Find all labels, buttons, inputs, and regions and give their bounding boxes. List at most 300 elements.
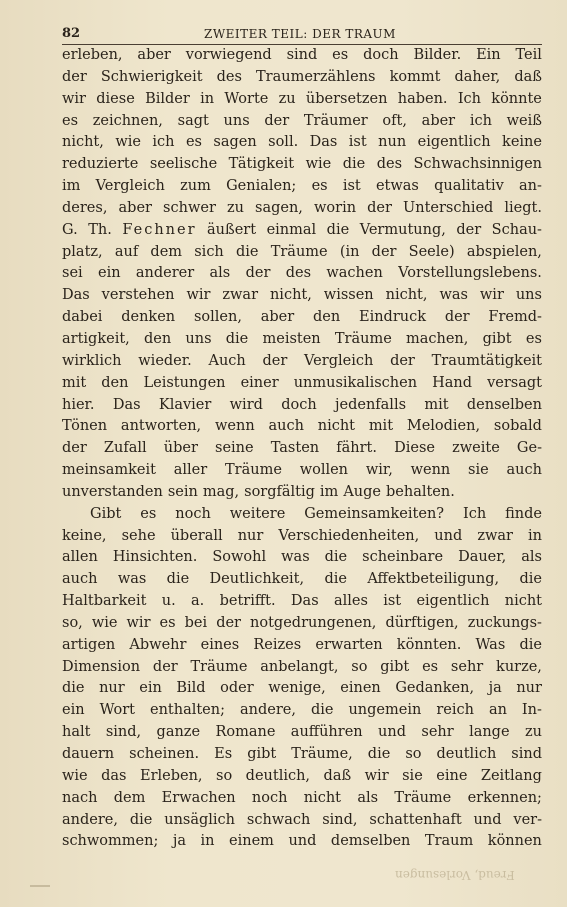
word: uns [223, 112, 250, 129]
text-line [62, 613, 542, 635]
word: wird [229, 396, 263, 413]
word: Das [290, 593, 319, 610]
word: Seele) [408, 243, 455, 260]
word: sind [511, 746, 542, 762]
word: a. [191, 593, 205, 610]
word: als [357, 789, 379, 806]
word: könnten. [396, 636, 462, 653]
word: Bild [176, 680, 206, 697]
word: in [200, 90, 215, 107]
word: u. [161, 593, 176, 610]
word: wir [364, 767, 389, 784]
word: denselben [466, 396, 542, 413]
text-line [62, 416, 542, 438]
word: Ge- [516, 440, 542, 457]
word: ein [139, 680, 162, 697]
word: und [473, 811, 502, 828]
word: erwarten [315, 636, 383, 653]
word: keine, [62, 527, 107, 544]
text-line [62, 831, 542, 853]
text-line [62, 547, 542, 569]
word: es [159, 614, 176, 631]
word: dabei [62, 309, 103, 326]
word: Träume [334, 330, 392, 347]
word: Eindruck [358, 309, 427, 326]
word: Tönen [62, 418, 108, 435]
word: wieder. [138, 352, 192, 369]
word: ich [152, 134, 175, 151]
word: artigkeit, [62, 330, 130, 347]
word: Ein [476, 47, 501, 63]
word: aufführen [290, 724, 363, 741]
word: Wort [99, 702, 135, 719]
word: zwar [222, 287, 259, 304]
word: reich [436, 702, 474, 719]
word: Worte [224, 90, 269, 107]
word: Traum [424, 833, 474, 850]
word: aber [137, 47, 171, 63]
word: meinsamkeit [62, 462, 156, 479]
word: reduzierte [62, 156, 139, 173]
word: nur [99, 680, 125, 697]
word: ist [342, 178, 361, 195]
word: ein [98, 265, 121, 282]
word: zweite [452, 440, 500, 457]
word: der [216, 614, 241, 631]
word: G. [62, 221, 78, 238]
word: liegt. [504, 199, 542, 216]
word: enthalten; [149, 702, 225, 719]
word: nur [516, 680, 542, 697]
word: die [225, 330, 249, 347]
word: sagen [213, 134, 257, 151]
word: sehe [121, 527, 156, 544]
word: so [216, 767, 233, 784]
word: keine [502, 134, 542, 151]
text-line [62, 504, 542, 526]
word: das [101, 767, 127, 784]
word: unverstanden [62, 483, 163, 500]
text-line [62, 722, 542, 744]
word: Gedanken, [395, 680, 475, 697]
word: wenige, [268, 680, 326, 697]
word: die [342, 156, 366, 173]
word: Genialen; [226, 178, 297, 195]
word: gibt [482, 330, 512, 347]
word: könnte [491, 90, 542, 107]
word: soll. [268, 134, 299, 151]
word: nur [237, 527, 264, 544]
word: Teil [515, 47, 542, 63]
word: ungemein [348, 702, 422, 719]
word: und [378, 724, 406, 741]
word: Traumerzählens [256, 68, 376, 85]
word: notgedrungenen, [250, 614, 377, 631]
word: Klavier [158, 396, 212, 413]
word: Schwierigkeit [100, 68, 203, 85]
word: Auge [343, 483, 381, 500]
word: kurze, [496, 658, 542, 675]
word: sehr [421, 724, 454, 741]
word: Es [214, 746, 233, 762]
text-line [62, 111, 542, 133]
word: wenn [214, 418, 255, 435]
word: des [376, 156, 403, 173]
word: sagt [177, 112, 209, 129]
word: platz, [62, 243, 103, 260]
word: ist [348, 134, 367, 151]
word: (in [339, 243, 360, 260]
word: allen [62, 549, 98, 566]
text-line [62, 351, 542, 373]
word: oft, [382, 112, 407, 129]
text-line [62, 635, 542, 657]
word: sagen, [255, 199, 303, 216]
word: es [140, 505, 157, 522]
word: des [285, 265, 312, 282]
word: als [521, 549, 542, 566]
word: die [62, 680, 85, 697]
word: wie [91, 614, 118, 631]
word: Affektbeteiligung, [367, 571, 500, 588]
word: einer [240, 374, 279, 391]
word: sollen, [193, 309, 242, 326]
word: über [163, 440, 198, 457]
word: diese [96, 90, 135, 107]
word: wie [62, 767, 88, 784]
text-line [62, 591, 542, 613]
text-line [62, 395, 542, 417]
word: in [528, 527, 542, 544]
word: der [152, 658, 178, 675]
word: bei [184, 614, 208, 631]
word: unmusikalischen [293, 374, 418, 391]
text-line [62, 329, 542, 351]
word: wissen [323, 287, 374, 304]
word: sind, [322, 811, 358, 828]
word: hier. [62, 396, 95, 413]
word: etwas [375, 178, 419, 195]
word: Diese [394, 440, 435, 457]
word: erkennen; [467, 789, 542, 806]
word: die [326, 221, 350, 238]
word: sorgfältig [244, 483, 315, 500]
word: dauern [62, 746, 115, 762]
word: nun [378, 134, 407, 151]
word: es [185, 134, 202, 151]
show-through-text: Freud, Vorlesungen [395, 868, 515, 882]
word: Reizes [253, 636, 302, 653]
word: Das [112, 396, 141, 413]
word: so [405, 746, 422, 762]
word: demselben [330, 833, 411, 850]
word: eine [436, 767, 468, 784]
word: was [439, 287, 468, 304]
page-header [62, 24, 542, 45]
word: Erleben, [139, 767, 203, 784]
word: und [434, 527, 463, 544]
word: betrifft. [219, 593, 276, 610]
word: einmal [266, 221, 317, 238]
word: des [216, 68, 242, 85]
word: wir [479, 287, 504, 304]
word: Träume [224, 462, 282, 479]
word: Deutlichkeit, [209, 571, 305, 588]
word: haben. [397, 90, 448, 107]
word: andere, [62, 811, 118, 828]
word: zuckungs- [467, 614, 542, 631]
word: Th. [88, 221, 112, 238]
word: schattenhaft [369, 811, 462, 828]
word: schwer [163, 199, 216, 216]
word: Tätigkeit [228, 156, 295, 173]
word: es [311, 178, 328, 195]
word: die [519, 636, 542, 653]
word: Unterschied [403, 199, 494, 216]
word: die [166, 571, 190, 588]
word: auf [114, 243, 139, 260]
word: scheinbare [362, 549, 444, 566]
word: jedenfalls [335, 396, 407, 413]
word: gibt [247, 746, 277, 762]
word: Vergleich [95, 178, 165, 195]
text-line [62, 657, 542, 679]
word: der [390, 352, 415, 369]
word: es [62, 112, 79, 129]
text-line [62, 569, 542, 591]
word: Hand [432, 374, 473, 391]
word: Ich [463, 505, 487, 522]
word: gibt [380, 658, 410, 675]
word: sind [286, 47, 318, 63]
word: deutlich, [245, 767, 311, 784]
word: Sowohl [212, 549, 267, 566]
word: den [143, 330, 172, 347]
word: wollen [299, 462, 349, 479]
word: eigentlich [416, 593, 490, 610]
word: nicht [317, 418, 355, 435]
page-edge-mark [30, 885, 50, 887]
word: Träumer [303, 112, 368, 129]
word: einen [340, 680, 381, 697]
word: scheinen. [129, 746, 200, 762]
word: antworten, [120, 418, 202, 435]
text-line [62, 263, 542, 285]
word: dem [113, 789, 146, 806]
word: den [312, 309, 341, 326]
body-text [62, 45, 542, 853]
word: meisten [262, 330, 321, 347]
word: Schau- [491, 221, 542, 238]
word: nicht [504, 593, 542, 610]
word: so [351, 658, 368, 675]
word: den [101, 374, 129, 391]
word: so, [62, 614, 83, 631]
word: wachen [326, 265, 383, 282]
word: daß [323, 767, 352, 784]
word: doch [363, 47, 399, 63]
word: Melodien, [406, 418, 481, 435]
word: sei [62, 265, 83, 282]
word: Hinsichten. [112, 549, 198, 566]
word: Träume [394, 789, 452, 806]
word: machen, [406, 330, 469, 347]
word: Romane [215, 724, 276, 741]
word: zu [226, 199, 244, 216]
word: überall [170, 527, 223, 544]
text-line [62, 45, 542, 67]
word: Träume [270, 243, 328, 260]
word: was [281, 549, 310, 566]
word: die [235, 243, 259, 260]
word: lange [469, 724, 510, 741]
word: dürftigen, [385, 614, 459, 631]
word: Leistungen [143, 374, 226, 391]
word: Erwachen [161, 789, 236, 806]
word: seelische [149, 156, 218, 173]
word: nicht, [62, 134, 104, 151]
word: der [371, 243, 397, 260]
word: sie [402, 767, 423, 784]
word: Das [62, 287, 90, 304]
word: Bilder [145, 90, 190, 107]
word: Was [475, 636, 506, 653]
word: wir [62, 90, 86, 107]
word: erleben, [62, 47, 123, 63]
word: mit [368, 418, 394, 435]
text-line [62, 176, 542, 198]
text-line [62, 89, 542, 111]
word: aller [173, 462, 208, 479]
word: nicht, [269, 287, 312, 304]
word: weitere [229, 505, 286, 522]
word: wenn [410, 462, 451, 479]
text-line [62, 482, 542, 504]
word: aber [260, 309, 295, 326]
word: die [324, 549, 348, 566]
word: was [117, 571, 147, 588]
word: unsäglich [164, 811, 236, 828]
word: Gibt [90, 505, 122, 522]
word: auch [62, 571, 98, 588]
word: deutlich [436, 746, 497, 762]
word: mit [62, 374, 87, 391]
word: seine [215, 440, 254, 457]
word: an [488, 702, 507, 719]
word: artigen [62, 636, 116, 653]
word: Zeitlang [480, 767, 542, 784]
word: ja [488, 680, 502, 697]
word: sich [194, 243, 224, 260]
word: zu [524, 724, 542, 741]
word: der [264, 112, 290, 129]
word: nicht, [385, 287, 428, 304]
page-number: 82 [62, 26, 81, 41]
word: Traumtätigkeit [431, 352, 542, 369]
word: daß [514, 68, 542, 85]
word: wir [126, 614, 151, 631]
word: aber [118, 199, 152, 216]
word: zum [180, 178, 211, 195]
word: Fechner [122, 221, 197, 238]
word: die [519, 571, 542, 588]
word: der [456, 221, 482, 238]
word: der [62, 440, 87, 457]
word: daher, [454, 68, 501, 85]
word: behalten. [386, 483, 455, 500]
word: abspielen, [466, 243, 542, 260]
word: uns [185, 330, 212, 347]
word: fährt. [336, 440, 377, 457]
word: noch [175, 505, 211, 522]
word: ist [383, 593, 402, 610]
word: es [525, 330, 542, 347]
word: Abwehr [129, 636, 187, 653]
word: Bilder. [413, 47, 462, 63]
word: in [200, 833, 215, 850]
word: Auch [208, 352, 246, 369]
word: der [367, 199, 392, 216]
word: die [367, 746, 391, 762]
word: Verschiedenheiten, [278, 527, 420, 544]
text-line [62, 700, 542, 722]
word: eines [200, 636, 240, 653]
text-line [62, 285, 542, 307]
word: wie [115, 134, 141, 151]
word: uns [515, 287, 542, 304]
text-line [62, 307, 542, 329]
word: kommt [389, 68, 441, 85]
running-head: ZWEITER TEIL: DER TRAUM [204, 27, 396, 41]
word: zwar [477, 527, 513, 544]
text-line [62, 810, 542, 832]
word: Träume, [291, 746, 353, 762]
word: auch [268, 418, 304, 435]
word: mag, [202, 483, 240, 500]
word: sobald [493, 418, 542, 435]
word: Ich [457, 90, 481, 107]
word: und [288, 833, 317, 850]
word: Träume [190, 658, 248, 675]
word: halt [62, 724, 91, 741]
word: verstehen [101, 287, 175, 304]
word: finde [505, 505, 542, 522]
word: zeichnen, [92, 112, 163, 129]
word: Schwachsinnigen [413, 156, 542, 173]
word: weiß [506, 112, 542, 129]
word: äußert [207, 221, 257, 238]
text-line [62, 132, 542, 154]
word: der [262, 352, 288, 369]
word: ich [469, 112, 492, 129]
word: Vergleich [304, 352, 374, 369]
word: übersetzen [305, 90, 388, 107]
word: ver- [513, 811, 542, 828]
word: denken [121, 309, 176, 326]
word: als [209, 265, 231, 282]
word: anbelangt, [260, 658, 339, 675]
word: wie [305, 156, 332, 173]
word: In- [521, 702, 542, 719]
word: die [310, 702, 334, 719]
word: der [245, 265, 271, 282]
word: es [422, 658, 439, 675]
word: Dimension [62, 658, 141, 675]
word: der [62, 68, 87, 85]
word: deres, [62, 199, 108, 216]
text-line [62, 373, 542, 395]
text-line [62, 788, 542, 810]
